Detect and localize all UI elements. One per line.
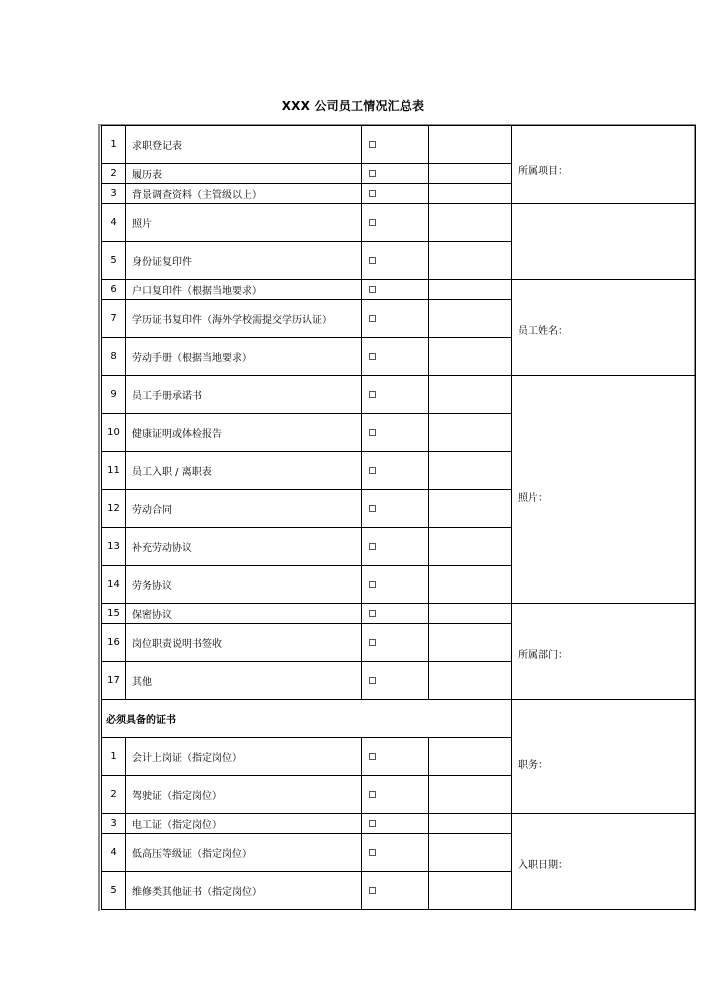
checkbox-icon[interactable] <box>369 391 376 398</box>
item-number: 14 <box>102 566 126 604</box>
cert-number: 2 <box>102 776 126 814</box>
item-number: 6 <box>102 280 126 300</box>
item-checkbox[interactable] <box>362 184 429 204</box>
item-number: 15 <box>102 604 126 624</box>
cert-remark-cell[interactable] <box>429 814 512 834</box>
item-remark-cell[interactable] <box>429 300 512 338</box>
item-checkbox[interactable] <box>362 126 429 164</box>
item-remark-cell[interactable] <box>429 414 512 452</box>
checkbox-icon[interactable] <box>369 849 376 856</box>
item-remark-cell[interactable] <box>429 624 512 662</box>
checkbox-icon[interactable] <box>369 753 376 760</box>
item-number: 3 <box>102 184 126 204</box>
cert-number: 1 <box>102 738 126 776</box>
item-label: 身份证复印件 <box>126 242 362 280</box>
cert-label: 会计上岗证（指定岗位） <box>126 738 362 776</box>
item-label: 补充劳动协议 <box>126 528 362 566</box>
item-checkbox[interactable] <box>362 452 429 490</box>
item-label: 照片 <box>126 204 362 242</box>
item-number: 10 <box>102 414 126 452</box>
item-number: 8 <box>102 338 126 376</box>
item-remark-cell[interactable] <box>429 126 512 164</box>
cert-label: 驾驶证（指定岗位） <box>126 776 362 814</box>
item-checkbox[interactable] <box>362 376 429 414</box>
cert-number: 5 <box>102 872 126 910</box>
checkbox-icon[interactable] <box>369 286 376 293</box>
table-row <box>102 126 696 164</box>
cert-remark-cell[interactable] <box>429 738 512 776</box>
cert-label: 电工证（指定岗位） <box>126 814 362 834</box>
position-label: 职务： <box>518 759 548 771</box>
item-number: 9 <box>102 376 126 414</box>
item-label: 学历证书复印件（海外学校需提交学历认证） <box>126 300 362 338</box>
item-label: 保密协议 <box>126 604 362 624</box>
cert-checkbox[interactable] <box>362 738 429 776</box>
item-remark-cell[interactable] <box>429 662 512 700</box>
item-checkbox[interactable] <box>362 528 429 566</box>
cert-remark-cell[interactable] <box>429 872 512 910</box>
employee-summary-table <box>101 125 696 910</box>
certificates-header: 必须具备的证书 <box>102 700 512 738</box>
item-label: 劳务协议 <box>126 566 362 604</box>
item-label: 劳动合同 <box>126 490 362 528</box>
item-checkbox[interactable] <box>362 164 429 184</box>
project-field[interactable] <box>512 126 696 204</box>
item-number: 4 <box>102 204 126 242</box>
item-label: 健康证明或体检报告 <box>126 414 362 452</box>
checkbox-icon[interactable] <box>369 141 376 148</box>
cert-checkbox[interactable] <box>362 814 429 834</box>
checkbox-icon[interactable] <box>369 820 376 827</box>
checkbox-icon[interactable] <box>369 543 376 550</box>
checkbox-icon[interactable] <box>369 581 376 588</box>
department-field[interactable] <box>512 604 696 700</box>
item-label: 背景调查资料（主管级以上） <box>126 184 362 204</box>
cert-remark-cell[interactable] <box>429 776 512 814</box>
item-number: 1 <box>102 126 126 164</box>
item-label: 岗位职责说明书签收 <box>126 624 362 662</box>
item-number: 11 <box>102 452 126 490</box>
cert-checkbox[interactable] <box>362 776 429 814</box>
checkbox-icon[interactable] <box>369 219 376 226</box>
cert-checkbox[interactable] <box>362 872 429 910</box>
item-checkbox[interactable] <box>362 624 429 662</box>
section-header-row <box>102 700 696 738</box>
item-number: 12 <box>102 490 126 528</box>
item-remark-cell[interactable] <box>429 204 512 242</box>
table-row <box>102 204 696 242</box>
cert-checkbox[interactable] <box>362 834 429 872</box>
checkbox-icon[interactable] <box>369 257 376 264</box>
item-remark-cell[interactable] <box>429 184 512 204</box>
checkbox-icon[interactable] <box>369 639 376 646</box>
item-label: 其他 <box>126 662 362 700</box>
item-remark-cell[interactable] <box>429 376 512 414</box>
cert-label: 低高压等级证（指定岗位） <box>126 834 362 872</box>
item-label: 员工入职 / 离职表 <box>126 452 362 490</box>
cert-number: 3 <box>102 814 126 834</box>
employee-name-label: 员工姓名： <box>518 326 568 337</box>
item-number: 13 <box>102 528 126 566</box>
item-number: 7 <box>102 300 126 338</box>
table-row <box>102 604 696 624</box>
cert-remark-cell[interactable] <box>429 834 512 872</box>
item-label: 履历表 <box>126 164 362 184</box>
item-label: 求职登记表 <box>126 126 362 164</box>
item-remark-cell[interactable] <box>429 280 512 300</box>
photo-label: 照片： <box>518 492 548 504</box>
item-label: 员工手册承诺书 <box>126 376 362 414</box>
cert-label: 维修类其他证书（指定岗位） <box>126 872 362 910</box>
checkbox-icon[interactable] <box>369 315 376 322</box>
item-checkbox[interactable] <box>362 414 429 452</box>
position-field[interactable] <box>512 700 696 814</box>
checkbox-icon[interactable] <box>369 677 376 684</box>
checkbox-icon[interactable] <box>369 887 376 894</box>
hire-date-field[interactable] <box>512 814 696 910</box>
table-row <box>102 280 696 300</box>
table-row <box>102 376 696 414</box>
checkbox-icon[interactable] <box>369 610 376 617</box>
item-number: 5 <box>102 242 126 280</box>
checkbox-icon[interactable] <box>369 170 376 177</box>
item-label: 劳动手册（根据当地要求） <box>126 338 362 376</box>
hire-date-label: 入职日期： <box>518 860 568 871</box>
item-remark-cell[interactable] <box>429 604 512 624</box>
item-label: 户口复印件（根据当地要求） <box>126 280 362 300</box>
page-title: XXX 公司员工情况汇总表 <box>281 99 425 113</box>
checkbox-icon[interactable] <box>369 429 376 436</box>
checkbox-icon[interactable] <box>369 353 376 360</box>
item-checkbox[interactable] <box>362 280 429 300</box>
item-remark-cell[interactable] <box>429 490 512 528</box>
checkbox-icon[interactable] <box>369 505 376 512</box>
blank-side-cell[interactable] <box>512 204 696 280</box>
cert-number: 4 <box>102 834 126 872</box>
item-checkbox[interactable] <box>362 300 429 338</box>
item-remark-cell[interactable] <box>429 528 512 566</box>
item-number: 17 <box>102 662 126 700</box>
checkbox-icon[interactable] <box>369 190 376 197</box>
employee-name-field[interactable] <box>512 280 696 376</box>
checkbox-icon[interactable] <box>369 467 376 474</box>
item-remark-cell[interactable] <box>429 242 512 280</box>
project-label: 所属项目： <box>518 165 568 177</box>
item-number: 2 <box>102 164 126 184</box>
photo-field[interactable] <box>512 376 696 604</box>
item-checkbox[interactable] <box>362 604 429 624</box>
item-checkbox[interactable] <box>362 204 429 242</box>
table-row <box>102 814 696 834</box>
checkbox-icon[interactable] <box>369 791 376 798</box>
item-remark-cell[interactable] <box>429 164 512 184</box>
department-label: 所属部门： <box>518 650 568 661</box>
item-remark-cell[interactable] <box>429 338 512 376</box>
item-checkbox[interactable] <box>362 566 429 604</box>
item-checkbox[interactable] <box>362 338 429 376</box>
item-remark-cell[interactable] <box>429 566 512 604</box>
item-remark-cell[interactable] <box>429 452 512 490</box>
item-checkbox[interactable] <box>362 490 429 528</box>
item-checkbox[interactable] <box>362 242 429 280</box>
item-checkbox[interactable] <box>362 662 429 700</box>
item-number: 16 <box>102 624 126 662</box>
